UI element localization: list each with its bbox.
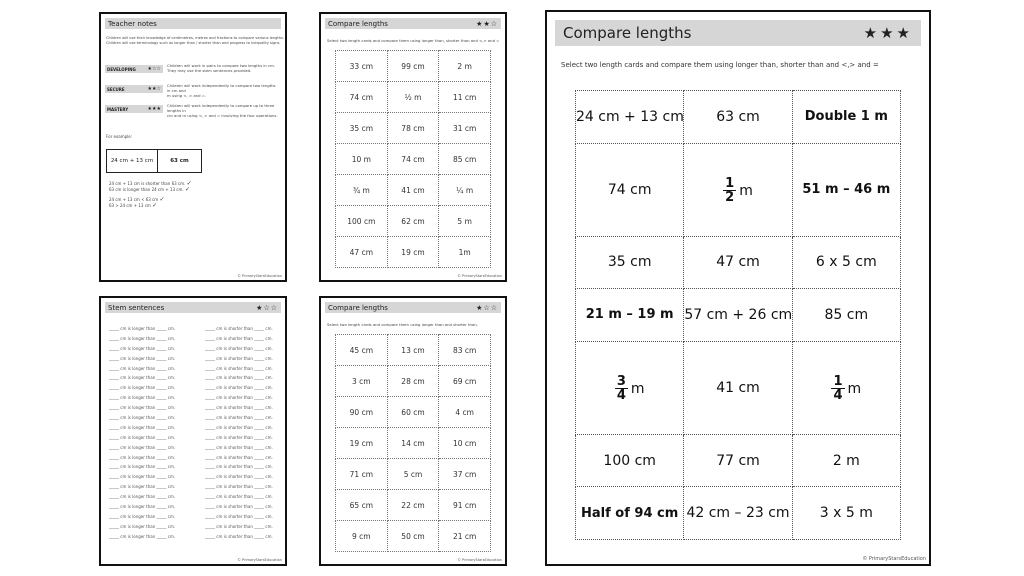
- stem-sentence-line: _____ cm is shorter than _____ cm.: [205, 335, 273, 341]
- stem-sentence-line: _____ cm is shorter than _____ cm.: [205, 375, 273, 381]
- length-card: 47 cm: [336, 237, 388, 268]
- length-card: 85 cm: [439, 144, 491, 175]
- length-card: 3 x 5 m: [792, 487, 900, 540]
- fraction: [831, 375, 844, 402]
- main-header: [555, 20, 921, 46]
- example-line-text: 24 cm + 13 cm is shorter than 63 cm.: [109, 181, 186, 186]
- length-card: 41 cm: [684, 341, 792, 434]
- star-rating-icon: ★★★: [863, 24, 913, 42]
- length-card: Half of 94 cm: [576, 487, 684, 540]
- stem-left-column: [109, 324, 175, 542]
- card1-grid: [335, 334, 491, 552]
- length-card: 24 cm + 13 cm: [576, 91, 684, 144]
- grid-row: [336, 175, 491, 206]
- grid-row: [576, 236, 901, 289]
- compare-lengths-1star-page: [319, 296, 507, 566]
- star-rating-icon: ★☆☆: [256, 303, 278, 312]
- stem-sentence-line: _____ cm is longer than _____ cm.: [109, 365, 176, 371]
- copyright: © PrimaryStarsEducation: [237, 274, 282, 278]
- length-card: 77 cm: [684, 434, 792, 487]
- length-card: 42 cm – 23 cm: [684, 487, 792, 540]
- length-card: 60 cm: [387, 397, 439, 428]
- length-card: 99 cm: [387, 51, 439, 82]
- stem-sentence-line: _____ cm is shorter than _____ cm.: [205, 474, 273, 480]
- stem-sentence-line: _____ cm is shorter than _____ cm.: [205, 444, 273, 450]
- stem-sentence-line: _____ cm is longer than _____ cm.: [109, 504, 176, 510]
- length-card: 2 m: [792, 434, 900, 487]
- level-stars: ★★★: [147, 106, 161, 112]
- length-card: 10 m: [336, 144, 388, 175]
- stem-sentence-line: _____ cm is longer than _____ cm.: [109, 484, 176, 490]
- stem-sentence-line: _____ cm is shorter than _____ cm.: [205, 355, 273, 361]
- stem-sentence-line: _____ cm is shorter than _____ cm.: [205, 345, 273, 351]
- copyright: © PrimaryStarsEducation: [457, 558, 502, 562]
- fraction-denominator: 4: [833, 388, 843, 404]
- length-card: ½ m: [387, 82, 439, 113]
- stem-right-column: [205, 324, 273, 542]
- grid-row: [336, 397, 491, 428]
- grid-row: [336, 428, 491, 459]
- example-left-card: 24 cm + 13 cm: [107, 150, 158, 172]
- fraction-value: [723, 177, 753, 204]
- grid-row: [576, 434, 901, 487]
- length-card: 62 cm: [387, 206, 439, 237]
- level-mastery: [105, 105, 163, 113]
- length-card: 83 cm: [439, 335, 491, 366]
- length-card: 4 cm: [439, 397, 491, 428]
- length-card: 31 cm: [439, 113, 491, 144]
- length-card: 3 cm: [336, 366, 388, 397]
- fraction-unit: m: [847, 380, 862, 397]
- stem-sentence-line: _____ cm is longer than _____ cm.: [109, 415, 176, 421]
- fraction: [615, 375, 628, 402]
- length-card: 14 cm: [387, 428, 439, 459]
- stem-sentence-line: _____ cm is shorter than _____ cm.: [205, 424, 273, 430]
- length-card: 37 cm: [439, 459, 491, 490]
- stem-sentence-line: _____ cm is shorter than _____ cm.: [205, 494, 273, 500]
- stem-sentence-line: _____ cm is shorter than _____ cm.: [205, 513, 273, 519]
- example-line-1: [109, 181, 192, 186]
- stem-sentence-line: _____ cm is longer than _____ cm.: [109, 424, 176, 430]
- tick-icon: ✓: [186, 180, 192, 187]
- main-instruction: Select two length cards and compare them using longer than, shorter than and <,> and =: [561, 61, 879, 69]
- length-card: 74 cm: [336, 82, 388, 113]
- stem-header: [105, 302, 281, 313]
- length-card: [684, 143, 792, 236]
- stem-sentence-line: _____ cm is longer than _____ cm.: [109, 464, 176, 470]
- length-card: 6 x 5 cm: [792, 236, 900, 289]
- teacher-notes-page: [99, 12, 287, 282]
- length-card: 74 cm: [387, 144, 439, 175]
- length-card: [576, 341, 684, 434]
- level-label: MASTERY: [107, 106, 129, 112]
- star-rating-icon: ★★☆: [476, 19, 498, 28]
- copyright: © PrimaryStarsEducation: [862, 556, 926, 562]
- stem-sentences-page: [99, 296, 287, 566]
- fraction-value: [615, 375, 645, 402]
- stem-sentence-line: _____ cm is shorter than _____ cm.: [205, 533, 273, 539]
- stem-sentence-line: _____ cm is shorter than _____ cm.: [205, 504, 273, 510]
- length-card: 78 cm: [387, 113, 439, 144]
- level-label: DEVELOPING: [107, 66, 136, 72]
- compare-lengths-2star-page: [319, 12, 507, 282]
- stem-sentence-line: _____ cm is shorter than _____ cm.: [205, 395, 273, 401]
- grid-row: [336, 144, 491, 175]
- stem-sentence-line: _____ cm is shorter than _____ cm.: [205, 365, 273, 371]
- stem-sentence-line: _____ cm is longer than _____ cm.: [109, 434, 176, 440]
- grid-row: [336, 459, 491, 490]
- length-card: ¼ m: [439, 175, 491, 206]
- grid-row: [336, 51, 491, 82]
- stem-sentence-line: _____ cm is shorter than _____ cm.: [205, 454, 273, 460]
- stem-sentence-line: _____ cm is longer than _____ cm.: [109, 513, 176, 519]
- example-box: [106, 149, 202, 173]
- stem-sentence-line: _____ cm is shorter than _____ cm.: [205, 326, 273, 331]
- length-card: 11 cm: [439, 82, 491, 113]
- teacher-notes-header: [105, 18, 281, 29]
- stem-sentence-line: _____ cm is shorter than _____ cm.: [205, 484, 273, 490]
- level-text-line: m using <, > and =.: [167, 93, 207, 98]
- length-card: 74 cm: [576, 143, 684, 236]
- stem-sentence-line: _____ cm is longer than _____ cm.: [109, 395, 176, 401]
- level-text-line: Children will work independently to compare two lengths in cm and: [167, 83, 276, 93]
- length-card: 50 cm: [387, 521, 439, 552]
- fraction-numerator: 3: [616, 374, 626, 390]
- fraction-numerator: 1: [725, 176, 735, 192]
- length-card: 85 cm: [792, 289, 900, 342]
- card2-header: [325, 18, 501, 29]
- length-card: 45 cm: [336, 335, 388, 366]
- teacher-notes-intro-1: Children will use their knowledge of centimetres, metres and fractions to compare various lengths.: [106, 36, 285, 40]
- length-card: 1m: [439, 237, 491, 268]
- compare-lengths-3star-page: [545, 10, 931, 566]
- length-card: 21 cm: [439, 521, 491, 552]
- length-card: 28 cm: [387, 366, 439, 397]
- example-line-4: [109, 203, 157, 208]
- stem-sentence-line: _____ cm is longer than _____ cm.: [109, 523, 176, 529]
- length-card: Double 1 m: [792, 91, 900, 144]
- teacher-notes-intro-2: Children will use terminology such as longer than / shorter than and progress to inequality signs.: [106, 41, 281, 45]
- stem-sentence-line: _____ cm is longer than _____ cm.: [109, 494, 176, 500]
- level-text-line: Children will work independently to compare up to three lengths in: [167, 103, 275, 113]
- grid-row: [576, 341, 901, 434]
- length-card: 100 cm: [336, 206, 388, 237]
- grid-row: [576, 289, 901, 342]
- tick-icon: ✓: [184, 186, 190, 193]
- main-title: Compare lengths: [563, 24, 692, 42]
- example-line-2: [109, 187, 190, 192]
- main-grid: [575, 90, 901, 540]
- level-label: SECURE: [107, 86, 125, 92]
- length-card: 41 cm: [387, 175, 439, 206]
- length-card: ¾ m: [336, 175, 388, 206]
- stem-sentence-line: _____ cm is longer than _____ cm.: [109, 444, 176, 450]
- length-card: 90 cm: [336, 397, 388, 428]
- grid-row: [336, 521, 491, 552]
- level-developing: [105, 65, 163, 73]
- length-card: 35 cm: [576, 236, 684, 289]
- copyright: © PrimaryStarsEducation: [457, 274, 502, 278]
- length-card: 22 cm: [387, 490, 439, 521]
- length-card: 2 m: [439, 51, 491, 82]
- length-card: 13 cm: [387, 335, 439, 366]
- grid-row: [576, 143, 901, 236]
- length-card: 71 cm: [336, 459, 388, 490]
- fraction: [723, 177, 736, 204]
- stem-sentence-line: _____ cm is longer than _____ cm.: [109, 355, 176, 361]
- example-line-text: 63 > 24 cm + 13 cm: [109, 203, 151, 208]
- tick-icon: ✓: [159, 196, 165, 203]
- stem-sentence-line: _____ cm is longer than _____ cm.: [109, 405, 176, 411]
- length-card: 21 m – 19 m: [576, 289, 684, 342]
- example-label: For example:: [106, 134, 133, 139]
- length-card: 57 cm + 26 cm: [684, 289, 792, 342]
- stem-sentence-line: _____ cm is longer than _____ cm.: [109, 385, 176, 391]
- fraction-denominator: 2: [725, 190, 735, 206]
- length-card: 91 cm: [439, 490, 491, 521]
- tick-icon: ✓: [152, 202, 158, 209]
- length-card: 19 cm: [387, 237, 439, 268]
- length-card: [792, 341, 900, 434]
- level-stars: ★☆☆: [147, 66, 161, 72]
- stem-sentence-line: _____ cm is shorter than _____ cm.: [205, 405, 273, 411]
- grid-row: [336, 206, 491, 237]
- fraction-unit: m: [630, 380, 645, 397]
- fraction-value: [831, 375, 861, 402]
- level-secure: [105, 85, 163, 93]
- grid-row: [336, 237, 491, 268]
- level-developing-text: [167, 63, 279, 73]
- stem-sentence-line: _____ cm is shorter than _____ cm.: [205, 523, 273, 529]
- stem-sentence-line: _____ cm is longer than _____ cm.: [109, 474, 176, 480]
- grid-row: [336, 82, 491, 113]
- length-card: 9 cm: [336, 521, 388, 552]
- length-card: 19 cm: [336, 428, 388, 459]
- stem-sentence-line: _____ cm is shorter than _____ cm.: [205, 415, 273, 421]
- example-line-text: 24 cm + 13 cm < 63 cm: [109, 197, 159, 202]
- level-stars: ★★☆: [147, 86, 161, 92]
- card2-instruction: Select two length cards and compare them using longer than, shorter than and <,> and =: [327, 38, 500, 43]
- card2-grid: [335, 50, 491, 268]
- level-text-line: They may use the stem sentences provided.: [167, 68, 252, 73]
- example-right-card: 63 cm: [170, 158, 189, 164]
- stem-sentence-line: _____ cm is longer than _____ cm.: [109, 345, 176, 351]
- stem-sentence-line: _____ cm is longer than _____ cm.: [109, 326, 176, 331]
- star-rating-icon: ★☆☆: [476, 303, 498, 312]
- length-card: 51 m – 46 m: [792, 143, 900, 236]
- length-card: 69 cm: [439, 366, 491, 397]
- length-card: 5 m: [439, 206, 491, 237]
- fraction-numerator: 1: [833, 374, 843, 390]
- length-card: 35 cm: [336, 113, 388, 144]
- grid-row: [336, 366, 491, 397]
- length-card: 10 cm: [439, 428, 491, 459]
- stem-sentence-line: _____ cm is longer than _____ cm.: [109, 375, 176, 381]
- fraction-denominator: 4: [616, 388, 626, 404]
- length-card: 100 cm: [576, 434, 684, 487]
- stem-sentence-line: _____ cm is longer than _____ cm.: [109, 533, 176, 539]
- teacher-notes-title: Teacher notes: [108, 19, 157, 28]
- length-card: 33 cm: [336, 51, 388, 82]
- length-card: 63 cm: [684, 91, 792, 144]
- fraction-unit: m: [739, 182, 753, 199]
- stem-sentence-line: _____ cm is longer than _____ cm.: [109, 335, 176, 341]
- example-line-text: 63 cm is longer than 24 cm + 13 cm.: [109, 187, 184, 192]
- level-secure-text: [167, 83, 279, 98]
- card2-title: Compare lengths: [328, 19, 388, 28]
- level-mastery-text: [167, 103, 279, 118]
- level-text-line: cm and m using <, > and = involving the four operations.: [167, 113, 278, 118]
- grid-row: [336, 490, 491, 521]
- length-card: 5 cm: [387, 459, 439, 490]
- copyright: © PrimaryStarsEducation: [237, 558, 282, 562]
- grid-row: [576, 487, 901, 540]
- length-card: 65 cm: [336, 490, 388, 521]
- stem-title: Stem sentences: [108, 303, 165, 312]
- stem-sentence-line: _____ cm is shorter than _____ cm.: [205, 434, 273, 440]
- grid-row: [336, 335, 491, 366]
- card1-title: Compare lengths: [328, 303, 388, 312]
- level-text-line: Children will work in pairs to compare two lengths in cm.: [167, 63, 276, 68]
- grid-row: [576, 91, 901, 144]
- length-card: 47 cm: [684, 236, 792, 289]
- stem-sentence-line: _____ cm is shorter than _____ cm.: [205, 385, 273, 391]
- stem-sentence-line: _____ cm is longer than _____ cm.: [109, 454, 176, 460]
- stem-sentence-line: _____ cm is shorter than _____ cm.: [205, 464, 273, 470]
- card1-header: [325, 302, 501, 313]
- grid-row: [336, 113, 491, 144]
- card1-instruction: Select two length cards and compare them using longer than and shorter than.: [327, 322, 478, 327]
